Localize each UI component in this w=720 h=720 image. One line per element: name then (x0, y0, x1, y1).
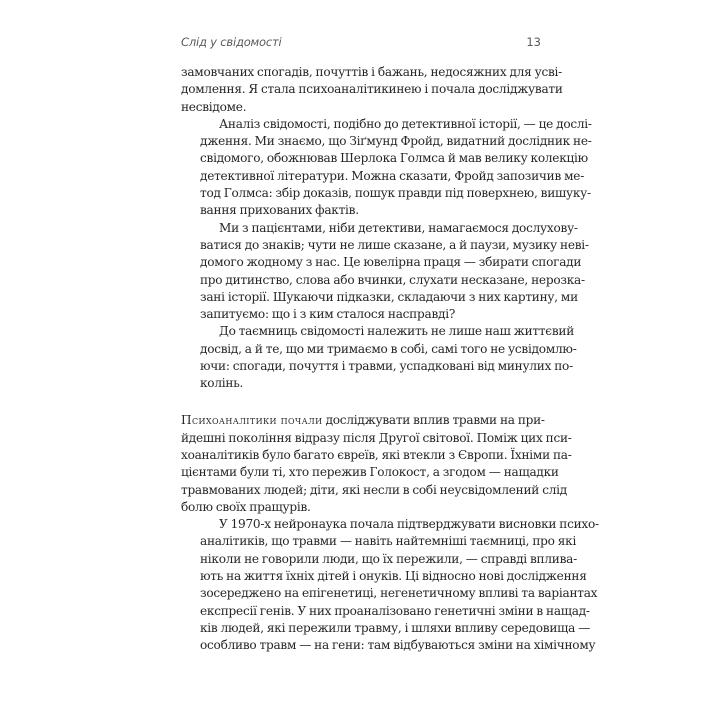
text-line: Ми з пацієнтами, ніби детективи, намагаємося дослухову- (219, 220, 578, 235)
text-line: ючи: спогади, почуття і травми, успадковані від минулих по- (200, 359, 573, 374)
page-number: 13 (526, 35, 541, 49)
text-line: тод Голмса: збір доказів, пошук правди під поверхнею, вишуку- (200, 186, 591, 201)
text-line: домого жодному з нас. Це ювелірна праця — збирати спогади (200, 255, 582, 270)
text-line: особливо травм — на гени: там відбуваються зміни на хімічному (200, 638, 596, 653)
text-line: вання прихованих фактів. (200, 203, 359, 218)
text-line: дження. Ми знаємо, що Зіґмунд Фройд, видатний дослідник не- (200, 134, 592, 149)
paragraph (181, 516, 599, 654)
paragraph (181, 220, 589, 324)
text-line: домлення. Я стала психоаналітикинею і почала досліджувати (181, 82, 563, 97)
text-line: аналітиків, що травми — навіть найтемніші таємниці, про які (200, 534, 577, 549)
text-line: колінь. (200, 376, 244, 391)
paragraph (181, 64, 563, 116)
text-line: ніколи не говорили люди, що їх пережили, — справді вплива- (200, 551, 577, 566)
running-title: Слід у свідомості (181, 35, 282, 49)
paragraph (181, 116, 592, 220)
text-line: До таємниць свідомості належить не лише наш життєвий (219, 324, 574, 339)
text-line: запитуємо: що і з ким сталося насправді? (200, 307, 456, 322)
text-line: несвідоме. (181, 99, 247, 114)
text-line: свідомого, обожнював Шерлока Голмса й мав велику колекцію (200, 151, 588, 166)
text-line: ків людей, які пережили травму, і шляхи впливу середовища — (200, 620, 591, 635)
text-line: досвід, а й те, що ми тримаємо в собі, самі того не усвідомлю- (200, 341, 577, 356)
text-line: зосереджено на епігенетиці, негенетичному впливі та варіантах (200, 586, 598, 601)
text-line: експресії генів. У них проаналізовано генетичні зміни в нащад- (200, 603, 590, 618)
text-line: ють на життя їхніх дітей і онуків. Ці відносно нові дослідження (200, 569, 587, 583)
text-line: ватися до знаків; чути не лише сказане, а й паузи, музику неві- (200, 237, 589, 252)
text-line: цієнтами були ті, хто пережив Голокост, а згодом — нащадки (181, 465, 559, 480)
text-line: У 1970-х нейронаука почала підтверджувати висновки психо- (219, 517, 599, 532)
text-line: хоаналітиків було багато євреїв, які втекли з Європи. Їхніми па- (181, 447, 572, 462)
text-line: детективної літератури. Можна сказати, Фройд запозичив ме- (200, 168, 585, 183)
text-line: болю своїх пращурів. (181, 499, 311, 514)
text-line: йдешні покоління відразу після Другої світової. Поміж цих пси- (181, 430, 572, 445)
text-line: Аналіз свідомості, подібно до детективної історії, — це дослі- (219, 116, 592, 131)
text-line-rest: досліджувати вплив травми на при- (322, 413, 545, 428)
text-line: зані історії. Шукаючи підказки, складаючи з них картину, ми (200, 289, 578, 304)
text-line: замовчаних спогадів, почуттів і бажань, недосяжних для усві- (181, 65, 563, 79)
text-line: про дитинство, слова або вчинки, слухати несказане, нерозка- (200, 272, 585, 287)
paragraph (181, 323, 577, 392)
text-line: травмованих людей; діти, які несли в собі неусвідомлений слід (181, 482, 567, 497)
smallcaps-lead: Психоаналітики почали (181, 413, 323, 428)
body-text (181, 64, 599, 654)
running-head (181, 35, 541, 51)
section-start-paragraph (181, 412, 572, 516)
text-line (181, 412, 545, 429)
